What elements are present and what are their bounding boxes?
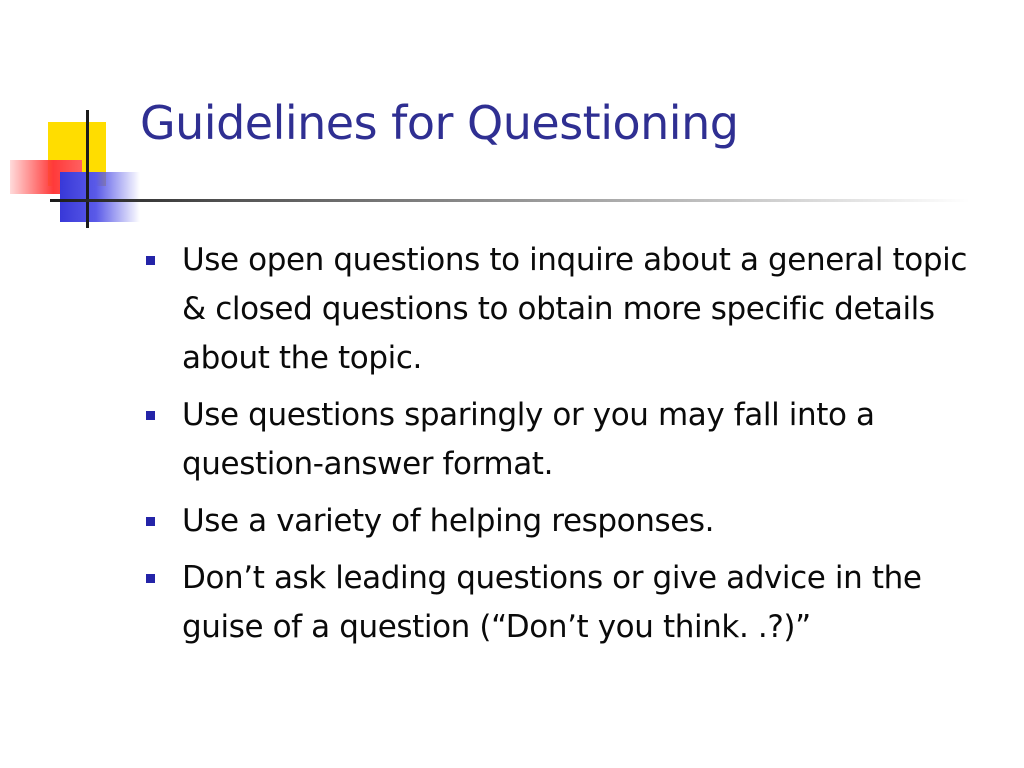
title-underline-rule [50, 199, 970, 202]
square-bullet-icon [146, 517, 155, 526]
bullet-item [142, 497, 992, 546]
square-bullet-icon [146, 574, 155, 583]
bullet-item [142, 236, 992, 383]
square-bullet-icon [146, 256, 155, 265]
bullet-item [142, 554, 992, 652]
bullet-list [142, 236, 992, 660]
bullet-text: Use open questions to inquire about a general topic & closed questions to obtain more specific details about the topic. [182, 242, 967, 376]
bullet-item [142, 391, 992, 489]
vertical-rule [86, 110, 89, 228]
square-bullet-icon [146, 411, 155, 420]
slide-title: Guidelines for Questioning [140, 96, 739, 150]
color-blocks-logo [0, 0, 150, 240]
blue-square [60, 172, 140, 222]
bullet-text: Don’t ask leading questions or give advice in the guise of a question (“Don’t you think. .?)” [182, 560, 922, 645]
bullet-text: Use a variety of helping responses. [182, 503, 715, 539]
bullet-text: Use questions sparingly or you may fall into a question-answer format. [182, 397, 875, 482]
